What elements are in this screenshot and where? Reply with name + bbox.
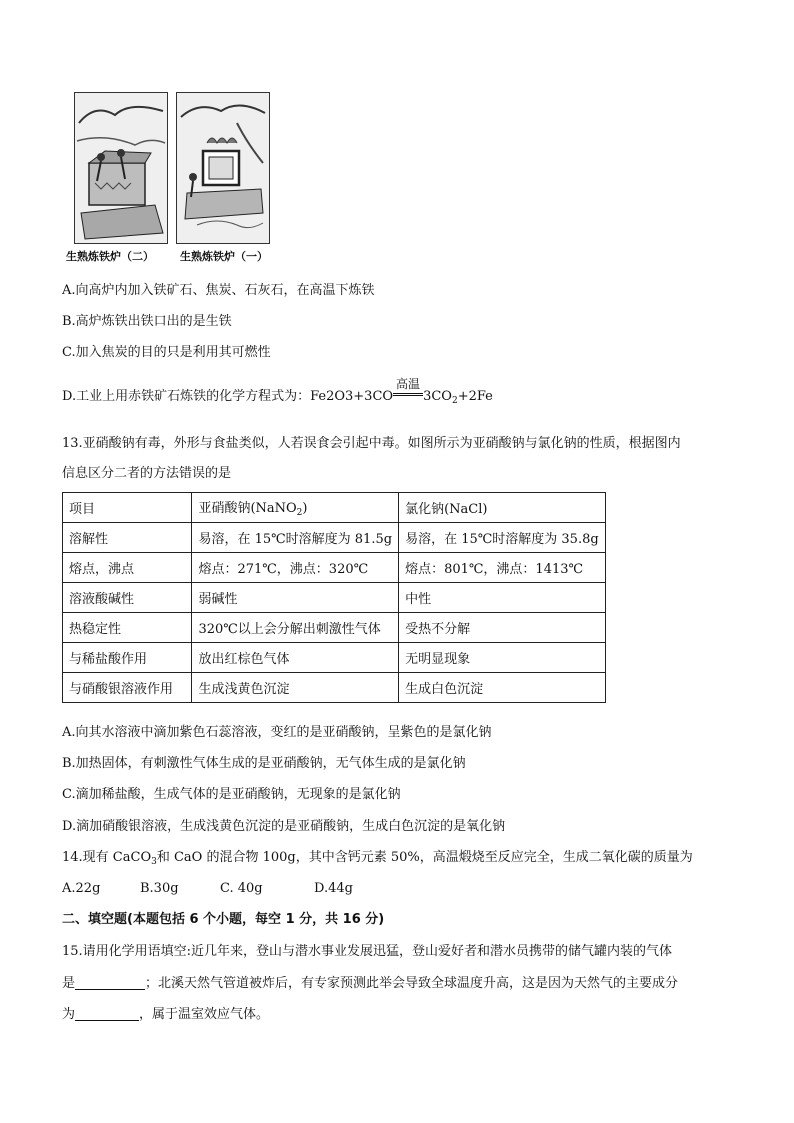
table-row [63,553,606,583]
q15-line3 [62,1006,269,1024]
table-cell: 熔点，沸点 [63,553,192,583]
table-cell: 易溶，在 15℃时溶解度为 81.5g [192,523,399,553]
q15-line1: 15.请用化学用语填空:近几年来，登山与潜水事业发展迅猛，登山爱好者和潜水员携带的储气罐内装的气体 [62,944,673,959]
q13-option-a: A.向其水溶液中滴加紫色石蕊溶液，变红的是亚硝酸钠，呈紫色的是氯化钠 [62,725,492,740]
reaction-condition [393,377,423,406]
table-cell: 生成浅黄色沉淀 [192,673,399,703]
q12-option-c: C.加入焦炭的目的只是利用其可燃性 [62,345,271,360]
table-cell: 弱碱性 [192,583,399,613]
section-heading: 二、填空题(本题包括 6 个小题，每空 1 分，共 16 分) [62,912,385,927]
furnace-drawing-left [75,93,167,243]
q15-line2-prefix: 是 [62,976,76,991]
table-cell: 生成白色沉淀 [399,673,606,703]
header-nitrite-text: 亚硝酸钠(NaNO [198,501,297,516]
furnace-illustration-left [74,92,168,244]
table-cell: 与稀盐酸作用 [63,643,192,673]
q14-option-a: A.22g [62,881,101,896]
table-header-sodium-nitrite [192,493,399,523]
table-cell: 320℃以上会分解出刺激性气体 [192,613,399,643]
q13-stem-line1: 13.亚硝酸钠有毒，外形与食盐类似，人若误食会引起中毒。如图所示为亚硝酸钠与氯化钠的性质，根据图内 [62,436,681,451]
table-row [63,643,606,673]
q14-stem-rest: 和 CaO 的混合物 100g，其中含钙元素 50%，高温煅烧至反应完全，生成二氧化碳的质量为 [156,850,693,865]
q12-option-a: A.向高炉内加入铁矿石、焦炭、石灰石，在高温下炼铁 [62,283,375,298]
q14-option-b: B.30g [140,881,179,896]
table-cell: 熔点：801℃，沸点：1413℃ [399,553,606,583]
figure-caption-right: 生熟炼铁炉（一） [180,250,268,263]
table-header-sodium-chloride: 氯化钠(NaCl) [399,493,606,523]
table-cell: 与硝酸银溶液作用 [63,673,192,703]
table-cell: 中性 [399,583,606,613]
answer-blank-1[interactable] [75,975,145,990]
reaction-condition-label: 高温 [396,377,421,391]
answer-blank-2[interactable] [75,1006,139,1021]
q15-line3-rest: ，属于温室效应气体。 [139,1007,270,1022]
table-header-row [63,493,606,523]
table-row [63,613,606,643]
table-row [63,673,606,703]
q13-option-c: C.滴加稀盐酸，生成气体的是亚硝酸钠，无现象的是氯化钠 [62,787,401,802]
q14-stem-prefix: 14.现有 CaCO [62,850,152,865]
reaction-equals-sign [393,393,423,396]
table-cell: 放出红棕色气体 [192,643,399,673]
table-header-item: 项目 [63,493,192,523]
table-cell: 溶解性 [63,523,192,553]
table-row [63,583,606,613]
q14-option-d: D.44g [314,881,353,896]
q12-option-d-product: 3CO [423,389,452,404]
q15-line3-prefix: 为 [62,1007,76,1022]
q12-option-d [62,377,493,410]
figure-caption-left: 生熟炼铁炉（二） [66,250,154,263]
q15-line2-rest: ；北溪天然气管道被炸后，有专家预测此举会导致全球温度升高，这是因为天然气的主要成分 [145,976,679,991]
q12-option-d-prefix: D.工业上用赤铁矿石炼铁的化学方程式为：Fe2O3+3CO [62,389,394,404]
table-row [63,523,606,553]
furnace-illustration-right [176,92,270,244]
q13-option-b: B.加热固体，有刺激性气体生成的是亚硝酸钠，无气体生成的是氯化钠 [62,756,466,771]
q12-option-b: B.高炉炼铁出铁口出的是生铁 [62,314,232,329]
q13-option-d: D.滴加硝酸银溶液，生成浅黄色沉淀的是亚硝酸钠，生成白色沉淀的是氧化钠 [62,819,506,834]
table-cell: 溶液酸碱性 [63,583,192,613]
header-nitrite-subscript: 2 [296,508,303,518]
table-cell: 熔点：271℃，沸点：320℃ [192,553,399,583]
table-cell: 热稳定性 [63,613,192,643]
properties-table [62,492,606,703]
q12-option-d-product-rest: +2Fe [457,389,493,404]
table-cell: 无明显现象 [399,643,606,673]
q12-option-d-product-subscript: 2 [451,396,458,406]
q13-stem-line2: 信息区分二者的方法错误的是 [62,466,232,481]
table-cell: 受热不分解 [399,613,606,643]
q14-option-c: C. 40g [220,881,263,896]
furnace-drawing-right [177,93,269,243]
q15-line2 [62,975,678,993]
header-nitrite-close: ) [302,501,308,516]
table-cell: 易溶，在 15℃时溶解度为 35.8g [399,523,606,553]
q14-stem-subscript: 3 [151,857,157,867]
q14-stem [62,849,693,871]
